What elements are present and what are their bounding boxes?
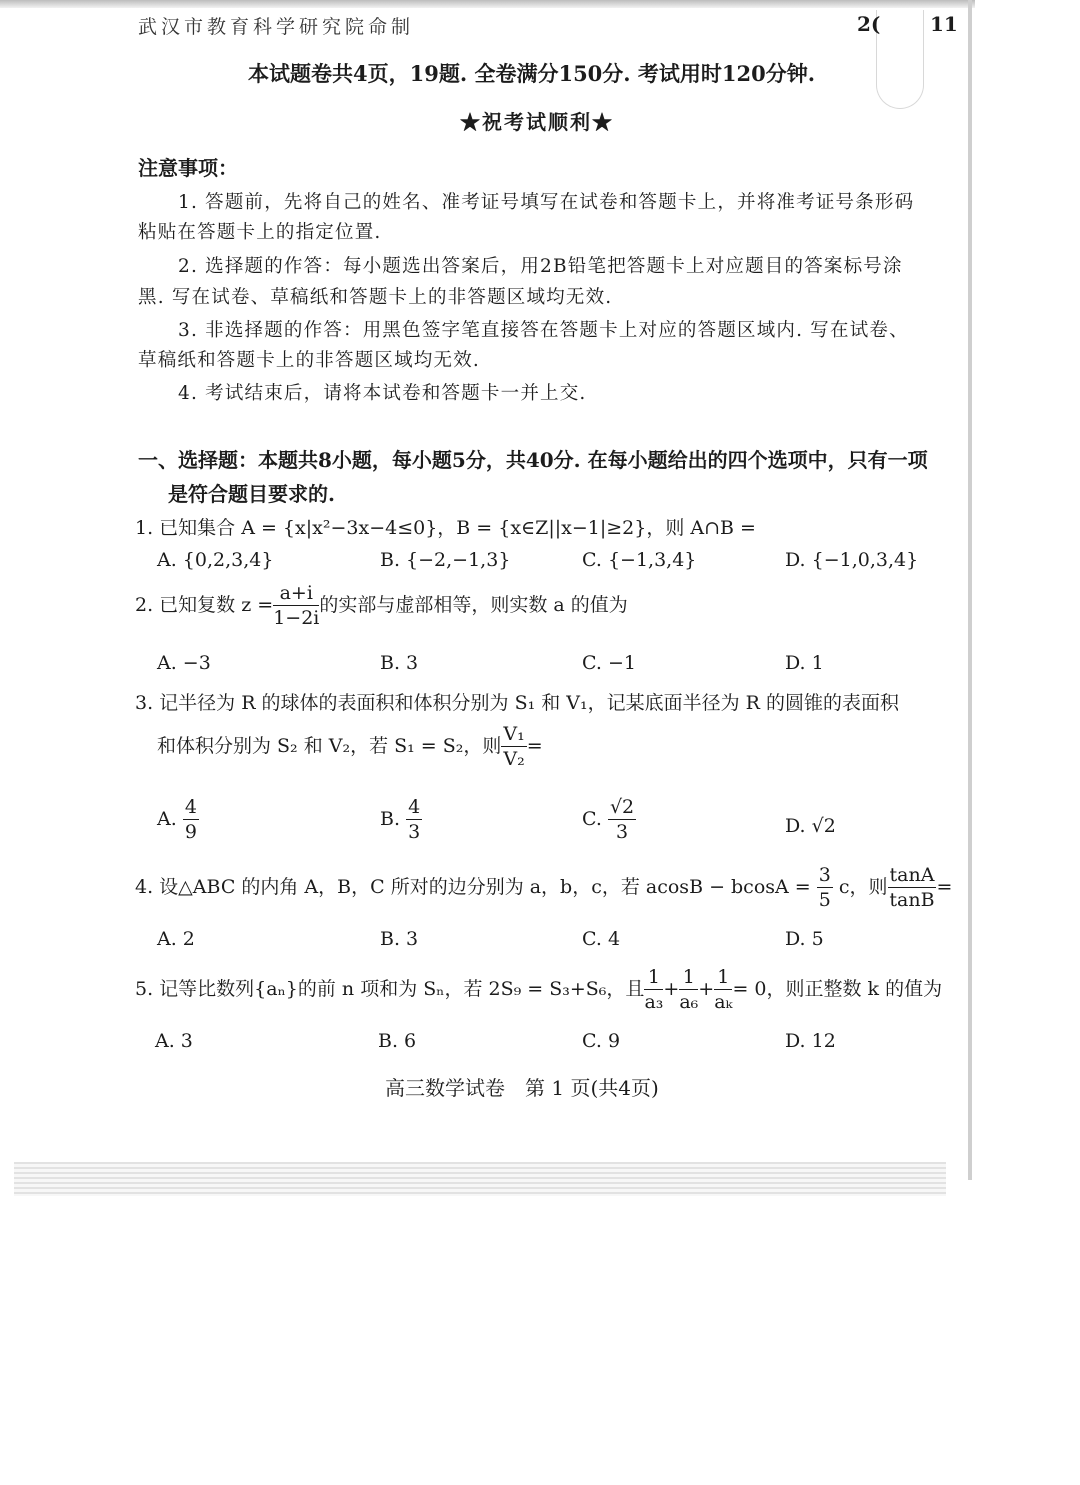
q4-option-c: C. 4 [582, 928, 621, 950]
q3-denominator: V₂ [503, 748, 525, 770]
good-luck-banner: ★祝考试顺利★ [460, 110, 614, 134]
section-heading: 一、选择题：本题共8小题，每小题5分，共40分. 在每小题给出的四个选项中，只有一项 [138, 448, 928, 472]
q3-option-d: D. √2 [785, 815, 836, 837]
notice-line: 草稿纸和答题卡上的非答题区域均无效. [138, 350, 480, 371]
q3-a-den: 9 [184, 821, 197, 843]
q4-stem-mid: c，则 [838, 876, 888, 898]
q3-c-den: 3 [616, 821, 629, 843]
question-4-stem [135, 866, 952, 910]
q4-option-b: B. 3 [380, 928, 419, 950]
q2-denominator: 1−2i [273, 607, 320, 629]
q5-num1: 1 [644, 968, 663, 990]
q1-option-a: A. {0,2,3,4} [157, 549, 274, 571]
question-3-stem-cont [157, 725, 543, 769]
q5-den2: a₆ [679, 991, 699, 1013]
q2-numerator: a+i [273, 584, 319, 606]
q2-fraction [273, 584, 319, 628]
q4-num1: 3 [818, 864, 831, 886]
notice-line: 4. 考试结束后，请将本试卷和答题卡一并上交. [178, 383, 587, 404]
q5-option-b: B. 6 [378, 1030, 417, 1052]
q4-fraction-1 [817, 866, 833, 910]
question-5-stem: 5. 记等比数列{aₙ}的前 n 项和为 Sₙ，若 2S₉ = S₃+S₆，且 $\frac{1}{\text{a₃}}$ + $\frac{1}{\text{a₆}}$ + $\frac{1}{\text{aₖ}}$ = 0，则正整数 k 的值为 [135, 966, 943, 1013]
notice-line: 3. 非选择题的作答：用黑色签字笔直接答在答题卡上对应的答题区域内. 写在试卷、 [178, 320, 909, 341]
q5-stem-post: = 0，则正整数 k 的值为 [732, 978, 943, 1000]
q4-fraction-2 [888, 866, 937, 910]
q3-b-den: 3 [408, 821, 421, 843]
q2-stem-post: 的实部与虚部相等，则实数 a 的值为 [319, 594, 628, 616]
q4-den2: tanB [889, 889, 935, 911]
q5-num2: 1 [679, 968, 698, 990]
q3-fraction [501, 725, 526, 769]
notice-line: 1. 答题前，先将自己的姓名、准考证号填写在试卷和答题卡上，并将准考证号条形码 [178, 192, 915, 213]
q3-stem-pre: 和体积分别为 S₂ 和 V₂，若 S₁ = S₂，则 [157, 735, 502, 757]
exam-intro: 本试题卷共4页，19题. 全卷满分150分. 考试用时120分钟. [248, 61, 816, 86]
scan-shadow-top [0, 0, 975, 8]
page-footer: 高三数学试卷 第 1 页(共4页) [385, 1076, 659, 1100]
notice-line: 粘贴在答题卡上的指定位置. [138, 222, 382, 243]
q3-option-a [157, 798, 199, 842]
q2-option-a: A. −3 [157, 652, 211, 674]
question-1-stem: 1. 已知集合 A = {x|x²−3x−4≤0}，B = {x∈Z||x−1|≥2}，则 A∩B = [135, 517, 756, 539]
q5-den3: aₖ [714, 991, 733, 1013]
q3-c-fraction [608, 798, 636, 842]
q3-b-label: B. [380, 808, 401, 830]
q3-c-num: √2 [609, 796, 635, 818]
q5-fraction-2 [679, 968, 698, 1012]
q1-option-b: B. {−2,−1,3} [380, 549, 511, 571]
q4-den1: 5 [818, 889, 831, 911]
q1-option-d: D. {−1,0,3,4} [785, 549, 919, 571]
q5-den1: a₃ [644, 991, 664, 1013]
q4-num2: tanA [889, 864, 935, 886]
scan-shadow-right [968, 0, 972, 1180]
q5-num3: 1 [714, 968, 732, 990]
header-year-fragment: 2( [857, 12, 881, 36]
q5-fraction-3 [714, 968, 732, 1012]
notice-line: 2. 选择题的作答：每小题选出答案后，用2B铅笔把答题卡上对应题目的答案标号涂 [178, 256, 903, 277]
notice-title: 注意事项： [138, 156, 238, 180]
section-heading-cont: 是符合题目要求的. [168, 482, 335, 506]
q4-option-d: D. 5 [785, 928, 824, 950]
q5-option-d: D. 12 [785, 1030, 836, 1052]
question-2-stem [135, 584, 628, 628]
q2-stem-pre: 2. 已知复数 z = [135, 594, 274, 616]
q4-option-a: A. 2 [157, 928, 195, 950]
q5-option-a: A. 3 [155, 1030, 193, 1052]
q5-option-c: C. 9 [582, 1030, 621, 1052]
q3-c-label: C. [582, 808, 602, 830]
notice-line: 黑. 写在试卷、草稿纸和答题卡上的非答题区域均无效. [138, 287, 613, 308]
q4-stem-post: = [936, 876, 953, 898]
q3-stem-post: = [526, 735, 543, 757]
q3-a-fraction [183, 798, 199, 842]
q4-stem-pre: 4. 设△ABC 的内角 A，B，C 所对的边分别为 a，b，c，若 acosB − bcosA = [135, 876, 811, 898]
q5-stem-pre: 5. 记等比数列{aₙ}的前 n 项和为 Sₙ，若 2S₉ = S₃+S₆，且 [135, 978, 645, 1000]
q3-numerator: V₁ [503, 723, 525, 745]
q3-a-label: A. [157, 808, 177, 830]
q1-option-c: C. {−1,3,4} [582, 549, 697, 571]
issuer-header: 武汉市教育科学研究院命制 [138, 16, 415, 38]
q5-fraction-1 [644, 968, 663, 1012]
question-3-stem: 3. 记半径为 R 的球体的表面积和体积分别为 S₁ 和 V₁，记某底面半径为 R 的圆锥的表面积 [135, 692, 900, 714]
scan-shadow-bottom [14, 1162, 946, 1196]
binder-tab [876, 10, 924, 109]
q2-option-d: D. 1 [785, 652, 824, 674]
q3-b-fraction [406, 798, 422, 842]
q3-a-num: 4 [184, 796, 197, 818]
q3-option-c [582, 798, 636, 842]
header-number-fragment: 11 [930, 12, 958, 36]
q3-option-b [380, 798, 422, 842]
q2-option-c: C. −1 [582, 652, 636, 674]
q3-b-num: 4 [408, 796, 421, 818]
q2-option-b: B. 3 [380, 652, 419, 674]
